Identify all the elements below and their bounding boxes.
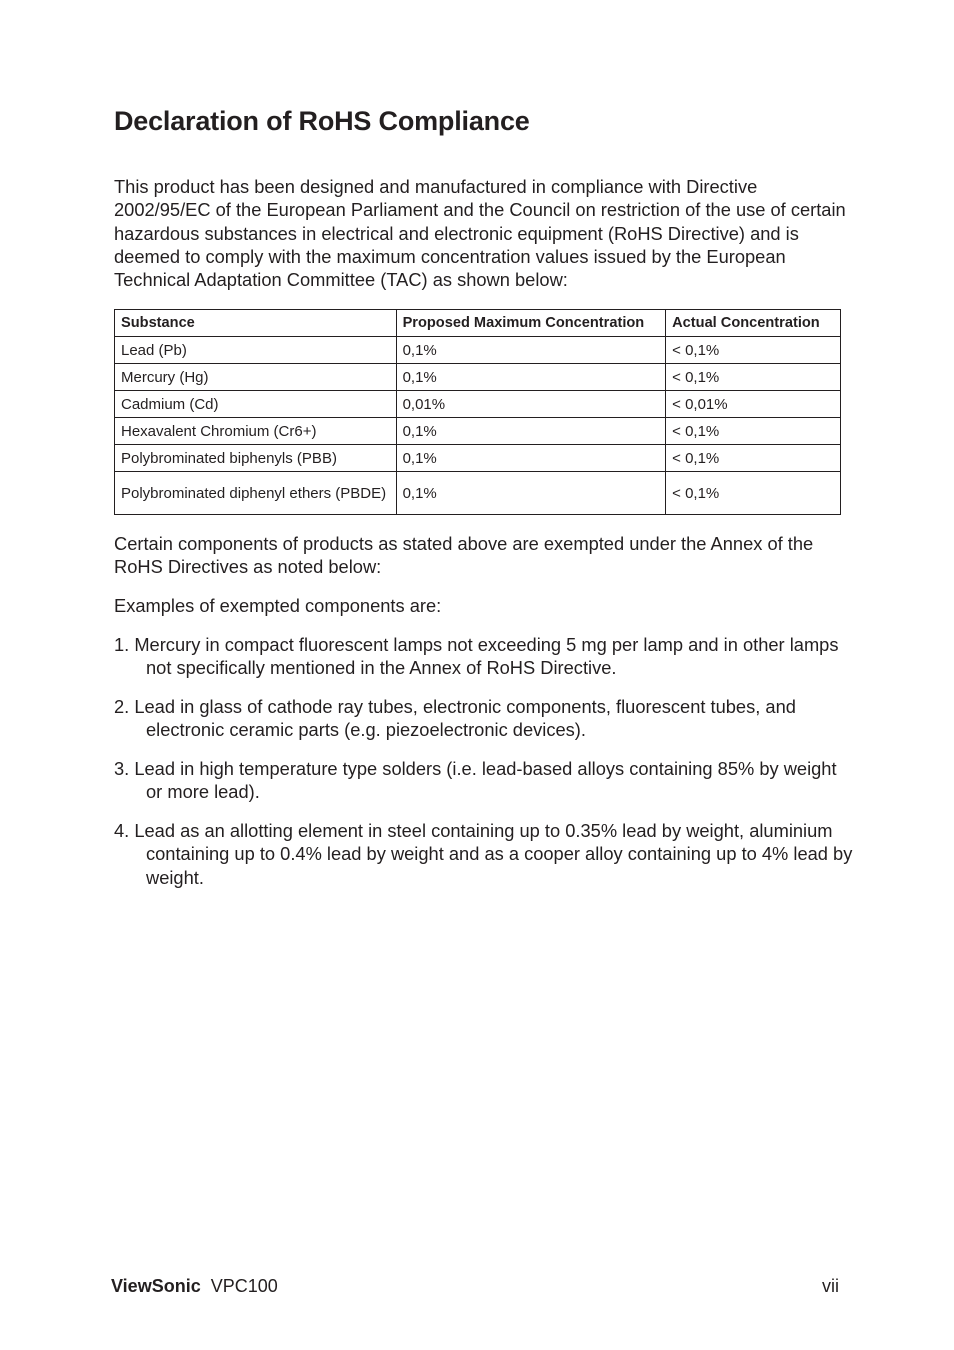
cell-proposed-max: 0,1%	[396, 472, 666, 515]
table-row	[115, 364, 841, 391]
table-row	[115, 418, 841, 445]
cell-proposed-max: 0,1%	[396, 337, 666, 364]
table-row	[115, 445, 841, 472]
exemption-item: 2. Lead in glass of cathode ray tubes, electronic components, fluorescent tubes, and electronic ceramic parts (e.g. piezoelectronic devices).	[114, 696, 796, 741]
footer-brand-name: ViewSonic	[111, 1276, 201, 1296]
exemption-item: 3. Lead in high temperature type solders (i.e. lead-based alloys containing 85% by weight or more lead).	[114, 758, 837, 803]
table-row	[115, 337, 841, 364]
cell-substance: Polybrominated diphenyl ethers (PBDE)	[115, 472, 397, 515]
exemption-item: 4. Lead as an allotting element in steel containing up to 0.35% lead by weight, aluminium containing up to 0.4% lead by weight and as a cooper alloy containing up to 4% lead by weight.	[114, 820, 853, 888]
header-proposed-max: Proposed Maximum Concentration	[396, 310, 666, 337]
examples-intro: Examples of exempted components are:	[114, 595, 442, 616]
table-row	[115, 472, 841, 515]
cell-actual: < 0,1%	[666, 364, 841, 391]
cell-substance: Hexavalent Chromium (Cr6+)	[115, 418, 397, 445]
cell-actual: < 0,1%	[666, 337, 841, 364]
intro-paragraph: This product has been designed and manufactured in compliance with Directive 2002/95/EC of the European Parliament and the Council on restriction of the use of certain hazardous substances in electrical and electronic equipment (RoHS Directive) and is deemed to comply with the maximum concentration values issued by the European Technical Adaptation Committee (TAC) as shown below:	[114, 176, 846, 291]
footer-brand	[111, 1276, 278, 1297]
table-header-row	[115, 310, 841, 337]
cell-proposed-max: 0,1%	[396, 445, 666, 472]
cell-substance: Lead (Pb)	[115, 337, 397, 364]
cell-substance: Cadmium (Cd)	[115, 391, 397, 418]
header-substance: Substance	[115, 310, 397, 337]
exemption-item: 1. Mercury in compact fluorescent lamps not exceeding 5 mg per lamp and in other lamps not specifically mentioned in the Annex of RoHS Directive.	[114, 634, 839, 679]
cell-actual: < 0,1%	[666, 472, 841, 515]
table-row	[115, 391, 841, 418]
cell-actual: < 0,1%	[666, 445, 841, 472]
page-number: vii	[822, 1276, 839, 1296]
footer-model: VPC100	[210, 1276, 278, 1296]
cell-substance: Mercury (Hg)	[115, 364, 397, 391]
cell-actual: < 0,01%	[666, 391, 841, 418]
cell-substance: Polybrominated biphenyls (PBB)	[115, 445, 397, 472]
rohs-concentration-table	[114, 309, 841, 515]
cell-actual: < 0,1%	[666, 418, 841, 445]
exemption-note-paragraph: Certain components of products as stated above are exempted under the Annex of the RoHS Directives as noted below:	[114, 533, 814, 578]
page-title: Declaration of RoHS Compliance	[114, 106, 530, 136]
cell-proposed-max: 0,01%	[396, 391, 666, 418]
header-actual: Actual Concentration	[666, 310, 841, 337]
cell-proposed-max: 0,1%	[396, 364, 666, 391]
cell-proposed-max: 0,1%	[396, 418, 666, 445]
